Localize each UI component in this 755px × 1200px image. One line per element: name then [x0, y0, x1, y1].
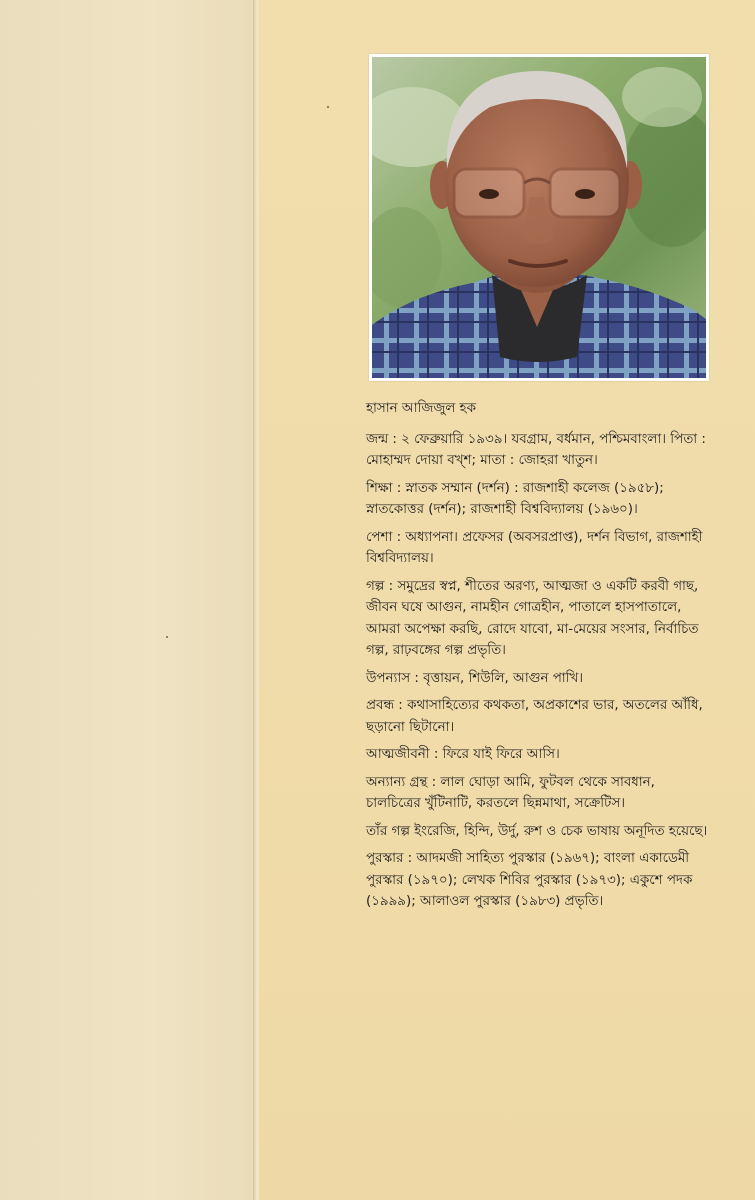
bio-birth: জন্ম : ২ ফেব্রুয়ারি ১৯৩৯। যবগ্রাম, বর্ধমান, পশ্চিমবাংলা। পিতা : মোহাম্মদ দোয়া বখ্শ; মাতা : জোহরা খাতুন।	[366, 431, 706, 468]
bio-profession: পেশা : অধ্যাপনা। প্রফেসর (অবসরপ্রাপ্ত), দর্শন বিভাগ, রাজশাহী বিশ্ববিদ্যালয়।	[366, 529, 703, 566]
speck	[166, 636, 168, 638]
bio-awards: পুরস্কার : আদমজী সাহিত্য পুরস্কার (১৯৬৭); বাংলা একাডেমী পুরস্কার (১৯৭০); লেখক শিবির পুরস্কার (১৯৭৩); একুশে পদক (১৯৯৯); আলাওল পুরস্কার (১৯৮৩) প্রভৃতি।	[366, 851, 693, 909]
bio-other-books: অন্যান্য গ্রন্থ : লাল ঘোড়া আমি, ফুটবল থেকে সাবধান, চালচিত্রের খুঁটিনাটি, করতলে ছিন্নমাথা, সক্রেটিস।	[366, 774, 655, 811]
bio-stories: গল্প : সমুদ্রের স্বপ্ন, শীতের অরণ্য, আত্মজা ও একটি করবী গাছ, জীবন ঘষে আগুন, নামহীন গোত্রহীন, পাতালে হাসপাতালে, আমরা অপেক্ষা করছি, রোদে যাবো, মা-মেয়ের সংসার, নির্বাচিত গল্প, রাঢ়বঙ্গের গল্প প্রভৃতি।	[366, 578, 699, 658]
bio-translations: তাঁর গল্প ইংরেজি, হিন্দি, উর্দু, রুশ ও চেক ভাষায় অনূদিত হয়েছে।	[366, 823, 708, 839]
author-bio	[366, 398, 712, 919]
left-blank-panel	[0, 0, 253, 1200]
author-portrait-image	[372, 57, 706, 378]
author-photo	[369, 54, 709, 381]
bio-education: শিক্ষা : স্নাতক সম্মান (দর্শন) : রাজশাহী কলেজ (১৯৫৮); স্নাতকোত্তর (দর্শন); রাজশাহী বিশ্ববিদ্যালয় (১৯৬০)।	[366, 480, 664, 517]
bio-essays: প্রবন্ধ : কথাসাহিত্যের কথকতা, অপ্রকাশের ভার, অতলের আঁধি, ছড়ানো ছিটানো।	[366, 698, 703, 735]
bio-autobiography: আত্মজীবনী : ফিরে যাই ফিরে আসি।	[366, 747, 560, 762]
author-name: হাসান আজিজুল হক	[366, 401, 476, 416]
speck	[327, 106, 329, 108]
bio-novels: উপন্যাস : বৃত্তায়ন, শিউলি, আগুন পাখি।	[366, 670, 584, 686]
